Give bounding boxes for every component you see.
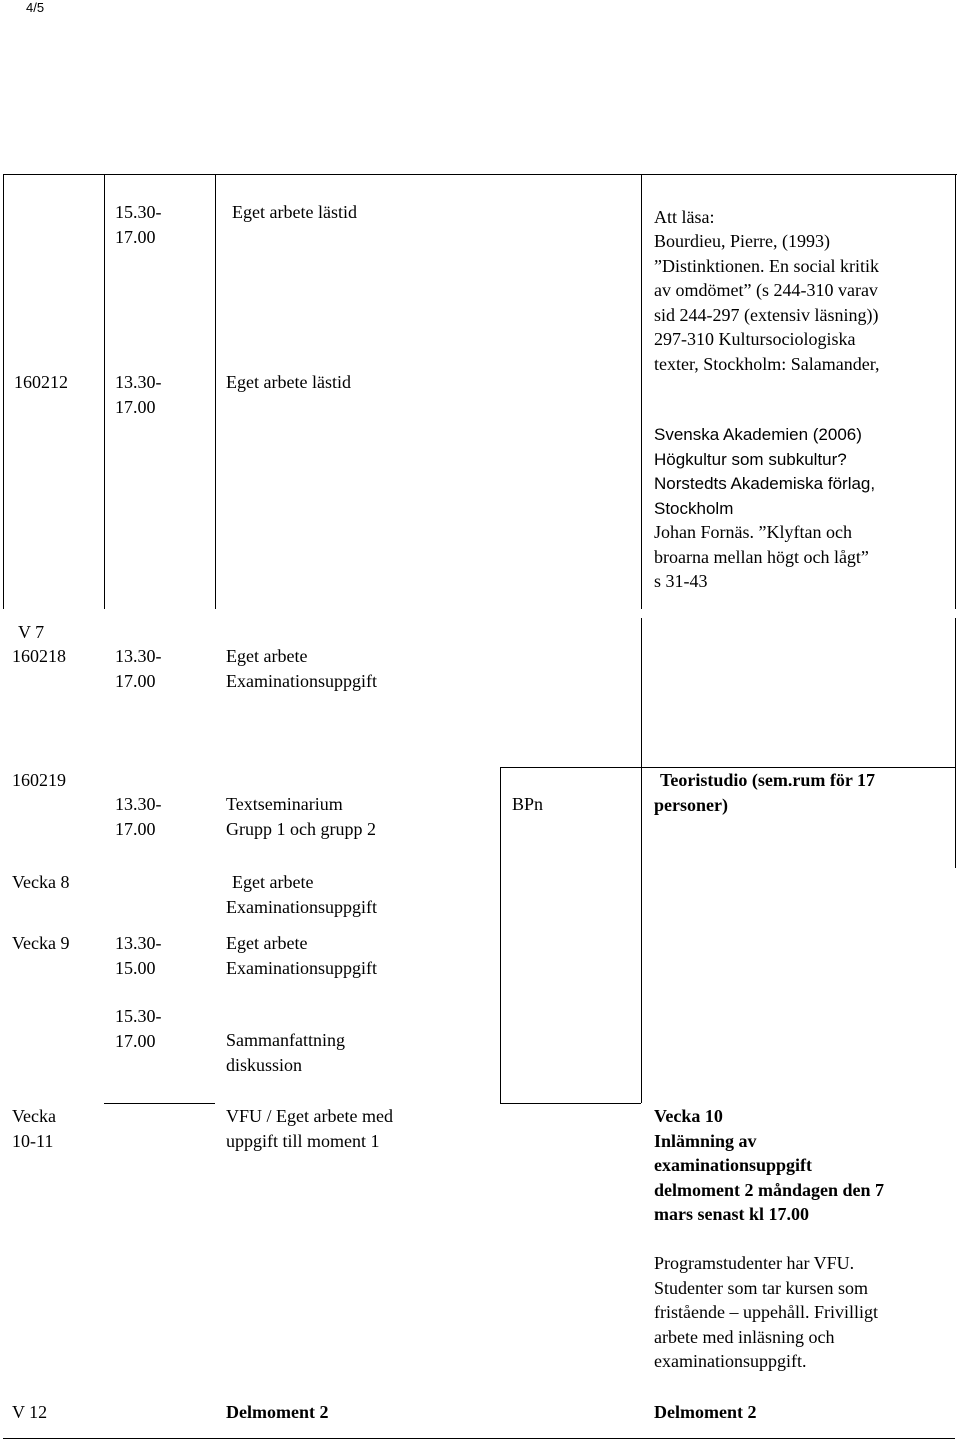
activity-160219: Textseminarium Grupp 1 och grupp 2 (226, 794, 376, 839)
col-divider-activity (641, 174, 642, 609)
week-v12: V 12 (12, 1402, 48, 1422)
activity-160218: Eget arbete Examinationsuppgift (226, 646, 377, 691)
col-divider-room-upper (641, 618, 642, 1103)
activity-v12: Delmoment 2 (226, 1402, 329, 1422)
date-160218: 160218 (12, 646, 66, 666)
notes-v12: Delmoment 2 (654, 1402, 757, 1422)
time-vecka-9-1: 13.30- 15.00 (115, 933, 162, 978)
teacher-bpn: BPn (512, 794, 544, 814)
notes-vecka-10-11-vfu: Programstudenter har VFU. Studenter som tar kursen som fristående – uppehåll. Frivilligt arbete med inläsning och examinationsuppgift. (654, 1253, 878, 1371)
time-slot-1: 15.30- 17.00 (115, 202, 162, 247)
week-v7: V 7 (18, 622, 45, 642)
activity-vecka-8: Eget arbete Examinationsuppgift (226, 872, 377, 917)
room-teoristudio: Teoristudio (sem.rum för 17 personer) (654, 770, 875, 815)
reading-svenska-akademien: Svenska Akademien (2006) Högkultur som subkultur? Norstedts Akademiska förlag, Stockholm (654, 425, 876, 518)
reading-heading: Att läsa: (654, 207, 715, 227)
date-160212: 160212 (14, 372, 68, 392)
week-vecka-10-11: Vecka 10-11 (12, 1106, 56, 1151)
activity-vecka-9-2: Sammanfattning diskussion (226, 1030, 345, 1075)
col-divider-teacher (500, 767, 501, 1103)
time-slot-2: 13.30- 17.00 (115, 372, 162, 417)
page-number: 4/5 (26, 0, 45, 15)
row-divider-vecka1011-date (104, 1103, 215, 1104)
date-160219: 160219 (12, 770, 66, 790)
reading-bourdieu: Bourdieu, Pierre, (1993) ”Distinktionen. En social kritik av omdömet” (s 244-310 varav sid 244-297 (extensiv läsning)) 297-310 Kultursociologiska texter, Stockholm: Salamander, (654, 231, 880, 374)
week-vecka-9: Vecka 9 (12, 933, 70, 953)
time-160218: 13.30- 17.00 (115, 646, 162, 691)
row-divider-vecka1011-teacher (500, 1103, 641, 1104)
col-divider-date (104, 174, 105, 609)
table-right-border-lower (955, 618, 956, 868)
reading-fornas: Johan Fornäs. ”Klyftan och broarna mellan högt och lågt” s 31-43 (654, 522, 869, 591)
col-divider-time (215, 174, 216, 609)
activity-reading-1: Eget arbete lästid (232, 202, 357, 222)
week-vecka-8: Vecka 8 (12, 872, 70, 892)
table-right-border (955, 174, 956, 609)
table-top-border (3, 174, 957, 175)
time-vecka-9-2: 15.30- 17.00 (115, 1006, 162, 1051)
table-left-border (3, 174, 4, 609)
time-160219: 13.30- 17.00 (115, 794, 162, 839)
notes-vecka-10-deadline: Vecka 10 Inlämning av examinationsuppgift delmoment 2 måndagen den 7 mars senast kl 17.00 (654, 1106, 885, 1224)
activity-reading-2: Eget arbete lästid (226, 372, 351, 392)
activity-vecka-10-11: VFU / Eget arbete med uppgift till moment 1 (226, 1106, 393, 1151)
activity-vecka-9-1: Eget arbete Examinationsuppgift (226, 933, 377, 978)
table-bottom-border (3, 1438, 955, 1439)
